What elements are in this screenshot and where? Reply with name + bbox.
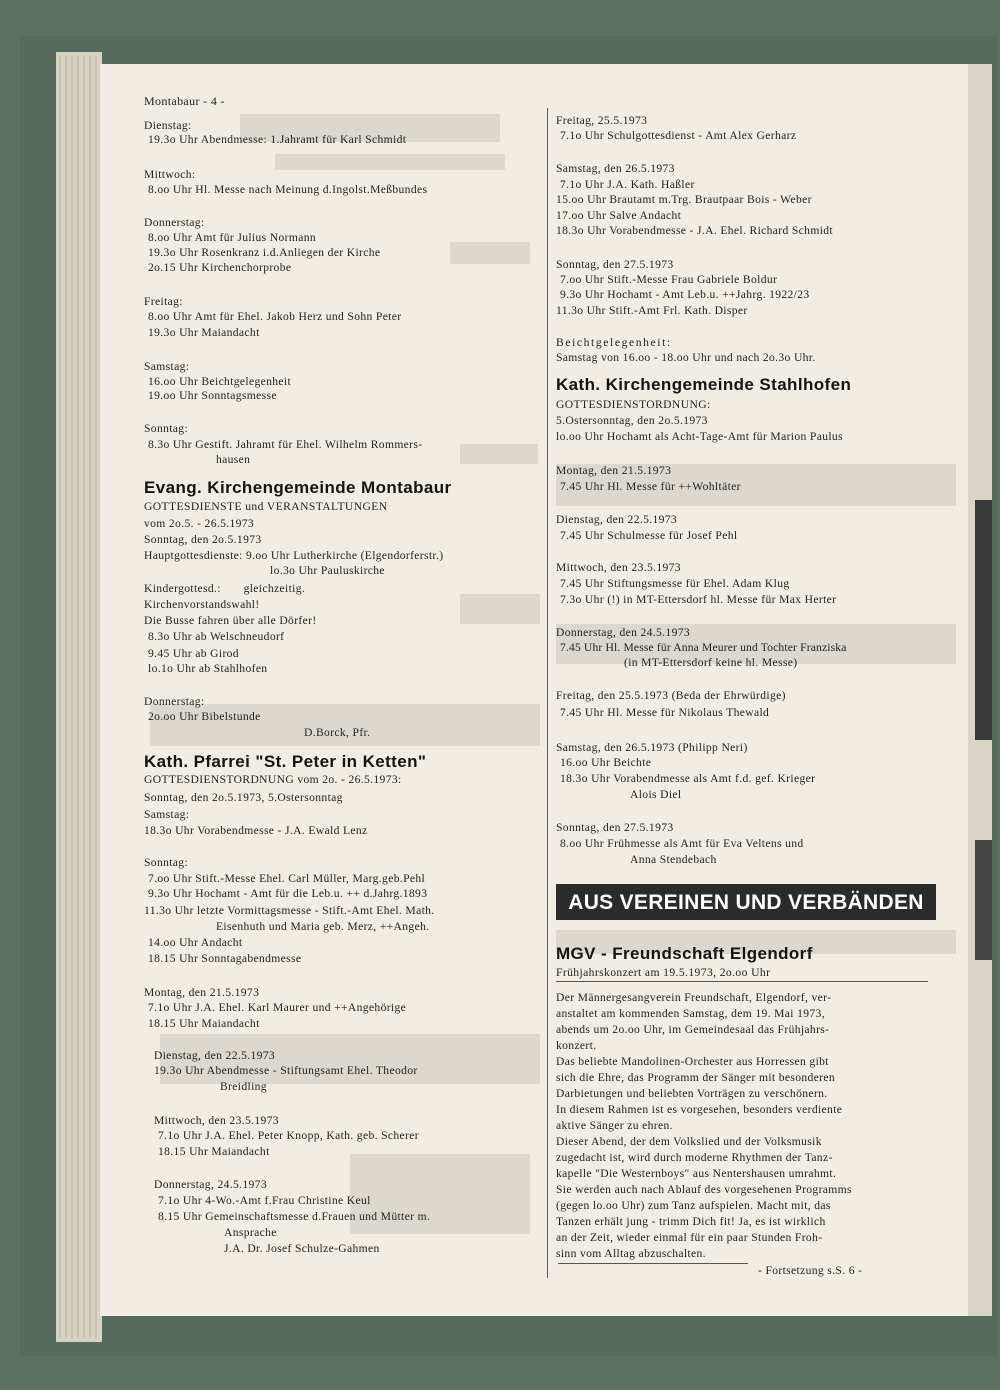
text-line: 7.1o Uhr J.A. Ehel. Karl Maurer und ++Angehörige xyxy=(148,1001,407,1014)
text-line: 8.3o Uhr ab Welschneudorf xyxy=(148,630,285,643)
divider xyxy=(558,1263,748,1264)
text-line: aktive Sänger zu ehren. xyxy=(556,1119,673,1132)
text-line: Dieser Abend, der dem Volkslied und der Volksmusik xyxy=(556,1135,822,1148)
text-line: Donnerstag: xyxy=(144,216,205,229)
text-line: Montag, den 21.5.1973 xyxy=(556,464,672,477)
text-line: 7.45 Uhr Schulmesse für Josef Pehl xyxy=(560,529,738,542)
text-line: sinn vom Alltag abzuschalten. xyxy=(556,1247,706,1260)
text-line: 19.3o Uhr Maiandacht xyxy=(148,326,260,339)
text-line: 9.3o Uhr Hochamt - Amt für die Leb.u. ++ d.Jahrg.1893 xyxy=(148,887,428,900)
section-subtitle: GOTTESDIENSTORDNUNG: xyxy=(556,398,711,411)
text-line: 15.oo Uhr Brautamt m.Trg. Brautpaar Bois - Weber xyxy=(556,193,812,206)
signature-text: D.Borck, Pfr. xyxy=(304,726,371,739)
text-line: 14.oo Uhr Andacht xyxy=(148,936,243,949)
text-line: Das beliebte Mandolinen-Orchester aus Horressen gibt xyxy=(556,1055,829,1068)
text-line: 16.oo Uhr Beichtgelegenheit xyxy=(148,375,292,388)
text-line: Samstag von 16.oo - 18.oo Uhr und nach 2o.3o Uhr. xyxy=(556,351,816,364)
text-line: GOTTESDIENSTORDNUNG vom 2o. - 26.5.1973: xyxy=(144,773,402,786)
text-line: Donnerstag, den 24.5.1973 xyxy=(556,626,691,639)
text-line: konzert. xyxy=(556,1039,597,1052)
section-title-st-peter: Kath. Pfarrei "St. Peter in Ketten" xyxy=(144,752,427,771)
text-line: Der Männergesangverein Freundschaft, Elgendorf, ver- xyxy=(556,991,832,1004)
section-subtitle: Frühjahrskonzert am 19.5.1973, 2o.oo Uhr xyxy=(556,966,771,979)
text-line: Samstag, den 26.5.1973 (Philipp Neri) xyxy=(556,741,748,754)
text-line: 8.15 Uhr Gemeinschaftsmesse d.Frauen und Mütter m. xyxy=(158,1210,431,1223)
text-line: (in MT-Ettersdorf keine hl. Messe) xyxy=(624,656,798,669)
text-line: Eisenhuth und Maria geb. Merz, ++Angeh. xyxy=(216,920,430,933)
text-line: Tanzen erhält jung - trimm Dich fit! Ja, es ist wirklich xyxy=(556,1215,826,1228)
text-line: zugedacht ist, wird durch moderne Rhythmen der Tanz- xyxy=(556,1151,833,1164)
text-line: Mittwoch, den 23.5.1973 xyxy=(154,1114,279,1127)
text-line: 19.3o Uhr Abendmesse - Stiftungsamt Ehel. Theodor xyxy=(154,1064,418,1077)
text-line: Alois Diel xyxy=(630,788,682,801)
text-line: Sie werden auch nach Ablauf des vorgesehenen Programms xyxy=(556,1183,852,1196)
text-line: Sonntag, den 27.5.1973 xyxy=(556,821,674,834)
text-line: 7.1o Uhr 4-Wo.-Amt f.Frau Christine Keul xyxy=(158,1194,371,1207)
text-line: 9.3o Uhr Hochamt - Amt Leb.u. ++Jahrg. 1922/23 xyxy=(560,288,810,301)
text-line: 7.1o Uhr J.A. Ehel. Peter Knopp, Kath. geb. Scherer xyxy=(158,1129,419,1142)
text-line: Freitag, 25.5.1973 xyxy=(556,114,648,127)
text-line: Anna Stendebach xyxy=(630,853,717,866)
text-line: 7.3o Uhr (!) in MT-Ettersdorf hl. Messe für Max Herter xyxy=(560,593,837,606)
text-line: Samstag, den 26.5.1973 xyxy=(556,162,675,175)
text-line: 19.3o Uhr Rosenkranz i.d.Anliegen der Kirche xyxy=(148,246,381,259)
text-line: 8.3o Uhr Gestift. Jahramt für Ehel. Wilhelm Rommers- xyxy=(148,438,423,451)
text-line: J.A. Dr. Josef Schulze-Gahmen xyxy=(224,1242,380,1255)
section-title-evang: Evang. Kirchengemeinde Montabaur xyxy=(144,478,452,497)
text-line: 7.45 Uhr Hl. Messe für Nikolaus Thewald xyxy=(560,706,770,719)
text-line: Sonntag: xyxy=(144,422,189,435)
text-line: Mittwoch: xyxy=(144,168,196,181)
text-line: Dienstag: xyxy=(144,119,192,132)
section-banner xyxy=(556,884,936,920)
text-line: 11.3o Uhr Stift.-Amt Frl. Kath. Disper xyxy=(556,304,748,317)
text-line: 7.oo Uhr Stift.-Messe Ehel. Carl Müller, Marg.geb.Pehl xyxy=(148,872,426,885)
text-line: Kindergottesd.: gleichzeitig. xyxy=(144,582,306,595)
text-line: Mittwoch, den 23.5.1973 xyxy=(556,561,681,574)
text-line: 2o.oo Uhr Bibelstunde xyxy=(148,710,261,723)
text-line: 8.oo Uhr Hl. Messe nach Meinung d.Ingolst.Meßbundes xyxy=(148,183,428,196)
newspaper-page xyxy=(100,64,968,1316)
text-line: Donnerstag: xyxy=(144,695,205,708)
text-line: Die Busse fahren über alle Dörfer! xyxy=(144,614,317,627)
text-line: Sonntag, den 2o.5.1973, 5.Ostersonntag xyxy=(144,791,343,804)
column-divider xyxy=(547,108,548,1278)
text-line: 7.oo Uhr Stift.-Messe Frau Gabriele Boldur xyxy=(560,273,778,286)
text-line: Dienstag, den 22.5.1973 xyxy=(154,1049,276,1062)
text-line: vom 2o.5. - 26.5.1973 xyxy=(144,517,255,530)
text-line: anstaltet am kommenden Samstag, dem 19. Mai 1973, xyxy=(556,1007,825,1020)
text-line: abends um 2o.oo Uhr, im Gemeindesaal das Frühjahrs- xyxy=(556,1023,830,1036)
text-line: 7.45 Uhr Hl. Messe für Anna Meurer und Tochter Franziska xyxy=(560,641,847,654)
text-line: 18.3o Uhr Vorabendmesse - J.A. Ehel. Richard Schmidt xyxy=(556,224,833,237)
text-line: Donnerstag, 24.5.1973 xyxy=(154,1178,267,1191)
text-line: Darbietungen und beliebten Vorträgen zu verschönern. xyxy=(556,1087,828,1100)
section-title-mgv: MGV - Freundschaft Elgendorf xyxy=(556,944,813,963)
continuation-note: - Fortsetzung s.S. 6 - xyxy=(758,1264,863,1277)
text-line: lo.1o Uhr ab Stahlhofen xyxy=(148,662,268,675)
text-line: 19.3o Uhr Abendmesse: 1.Jahramt für Karl Schmidt xyxy=(148,133,407,146)
section-title-stahlhofen: Kath. Kirchengemeinde Stahlhofen xyxy=(556,375,852,394)
text-line: 5.Ostersonntag, den 2o.5.1973 xyxy=(556,414,708,427)
text-line: Montag, den 21.5.1973 xyxy=(144,986,260,999)
text-line: 18.3o Uhr Vorabendmesse als Amt f.d. gef. Krieger xyxy=(560,772,816,785)
page-header: Montabaur - 4 - xyxy=(144,94,225,108)
text-line: Freitag, den 25.5.1973 (Beda der Ehrwürdige) xyxy=(556,689,786,702)
text-line: Dienstag, den 22.5.1973 xyxy=(556,513,678,526)
text-line: lo.oo Uhr Hochamt als Acht-Tage-Amt für Marion Paulus xyxy=(556,430,843,443)
text-line: 19.oo Uhr Sonntagsmesse xyxy=(148,389,277,402)
text-line: 7.45 Uhr Hl. Messe für ++Wohltäter xyxy=(560,480,741,493)
text-line: Samstag: xyxy=(144,808,190,821)
text-line: an der Zeit, wieder einmal für ein paar Stunden Froh- xyxy=(556,1231,823,1244)
text-line: In diesem Rahmen ist es vorgesehen, besonders verdiente xyxy=(556,1103,843,1116)
section-subtitle: GOTTESDIENSTE und VERANSTALTUNGEN xyxy=(144,500,388,513)
text-line: 11.3o Uhr letzte Vormittagsmesse - Stift.-Amt Ehel. Math. xyxy=(144,904,435,917)
text-line: 16.oo Uhr Beichte xyxy=(560,756,652,769)
text-line: 18.15 Uhr Sonntagabendmesse xyxy=(148,952,302,965)
text-line: 8.oo Uhr Amt für Julius Normann xyxy=(148,231,316,244)
text-line: kapelle "Die Westernboys" aus Nentershausen umrahmt. xyxy=(556,1167,837,1180)
text-line: Ansprache xyxy=(224,1226,277,1239)
text-line: Sonntag: xyxy=(144,856,189,869)
text-line: 2o.15 Uhr Kirchenchorprobe xyxy=(148,261,292,274)
text-line: 7.1o Uhr J.A. Kath. Haßler xyxy=(560,178,695,191)
text-line: 8.oo Uhr Frühmesse als Amt für Eva Veltens und xyxy=(560,837,804,850)
text-line: Sonntag, den 27.5.1973 xyxy=(556,258,674,271)
text-line: Breidling xyxy=(220,1080,267,1093)
text-line: 18.15 Uhr Maiandacht xyxy=(148,1017,260,1030)
text-line: 8.oo Uhr Amt für Ehel. Jakob Herz und Sohn Peter xyxy=(148,310,402,323)
text-line: lo.3o Uhr Pauluskirche xyxy=(270,564,385,577)
text-line: Freitag: xyxy=(144,295,183,308)
text-line: 18.15 Uhr Maiandacht xyxy=(158,1145,270,1158)
text-line: 7.45 Uhr Stiftungsmesse für Ehel. Adam Klug xyxy=(560,577,790,590)
text-line: 17.oo Uhr Salve Andacht xyxy=(556,209,682,222)
text-line: (gegen lo.oo Uhr) zum Tanz aufspielen. Macht mit, das xyxy=(556,1199,831,1212)
text-line: 9.45 Uhr ab Girod xyxy=(148,647,239,660)
text-line: Hauptgottesdienste: 9.oo Uhr Lutherkirche (Elgendorferstr.) xyxy=(144,549,444,562)
divider xyxy=(556,981,928,982)
text-line: sich die Ehre, das Programm der Sänger mit besonderen xyxy=(556,1071,836,1084)
text-line: 18.3o Uhr Vorabendmesse - J.A. Ewald Lenz xyxy=(144,824,368,837)
banner-text: AUS VEREINEN UND VERBÄNDEN xyxy=(568,891,924,914)
text-line: Samstag: xyxy=(144,360,190,373)
text-line: 7.1o Uhr Schulgottesdienst - Amt Alex Gerharz xyxy=(560,129,797,142)
text-line: Kirchenvorstandswahl! xyxy=(144,598,260,611)
text-line: Beichtgelegenheit: xyxy=(556,336,672,349)
text-line: Sonntag, den 2o.5.1973 xyxy=(144,533,262,546)
text-line: hausen xyxy=(216,453,251,466)
